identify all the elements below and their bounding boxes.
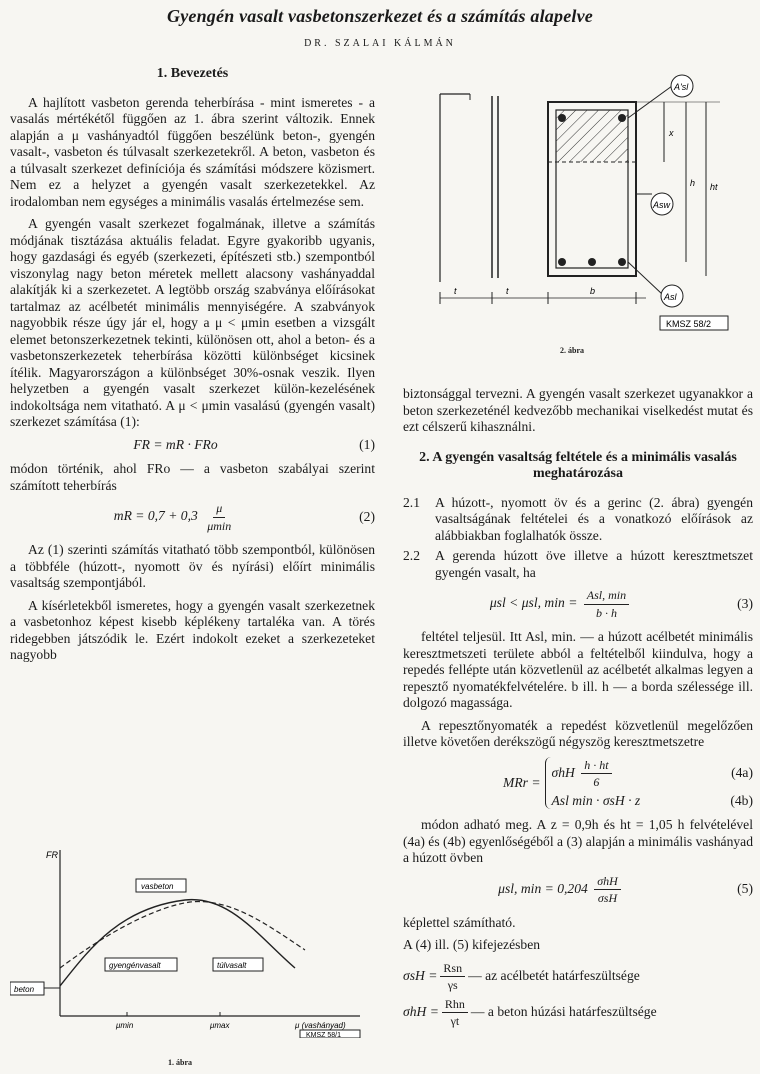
definition-1 <box>403 960 753 994</box>
denominator: 6 <box>593 775 600 789</box>
figure-1-stamp: KMSZ 58/1 <box>306 1032 342 1038</box>
equation-number: (5) <box>737 881 753 897</box>
item-text: A gerenda húzott öve illetve a húzott keresztmetszet gyengén vasalt, ha <box>435 548 753 580</box>
dim-x: x <box>669 128 674 138</box>
tick-label-mu-max: μmax <box>210 1021 230 1030</box>
section-2-heading: 2. A gyengén vasaltság feltétele és a minimális vasalás meghatározása <box>419 449 737 481</box>
equation-body <box>403 873 719 907</box>
tick-label-mu-min: μmin <box>116 1021 134 1030</box>
label-asl-tension: Asl <box>664 292 677 302</box>
figure-2-diagram <box>410 72 755 340</box>
equation-3 <box>403 587 753 621</box>
fraction <box>204 500 234 534</box>
paragraph: A hajlított vasbeton gerenda teherbírása - mint ismeretes - a vasalás mértékétől függően az 1. ábra szerint változik. Ennek alapján a μ vashányadtól függően beszélünk beton-, gyengén vasalt-, vasbeton és túlvasalt szerkezetekről. A beton, vasbeton és a túlvasalt szerkezet definíciója és számítási módszere közismert. Nem ez a helyzet a gyengén vasalt szerkezetekkel. Az irodalomban nem egységes a minimális vasalás értelmezése sem. <box>10 94 375 209</box>
equation-5 <box>403 873 753 907</box>
equation-number: (3) <box>737 595 753 611</box>
item-number: 2.1 <box>403 494 420 510</box>
left-column <box>10 66 375 670</box>
axis-x-label: μ (vashányad) <box>295 1021 346 1030</box>
equation-number: (4a) <box>731 765 753 781</box>
equation-cases <box>545 757 754 810</box>
paragraph: A gyengén vasalt szerkezet fogalmának, illetve a számítás módjának tisztázása aktuális feladat. Egyre gyakoribb ugyanis, hogy gazdasági és egyéb (szerkezeti, építészeti stb.) szempontból viszonylag nagy beton méretek mellett alacsony vashányaddal alakítják ki a szerkezetet. A legtöbb ország szabványa előírásokat tartalmaz az acélbetét minimális mennyiségére. A szabványok nagyobbik része úgy jár el, hogy a μ < μmin esetben a vizsgált elemet betonszerkezetnek tekinti, különösen ott, ahol a beton- és a vasbetonszerkezetek teherbírása közötti különbséget kicsinek ítélik. Magyarországon a különbséget 30%-osnak veszik. Ilyen helyzetben a gyengén vasalt szerkezet külön-kezelésének indokoltsága nem vitatható. A μ < μmin vasalású (gyengén vasalt) szerkezet számítása (1): <box>10 216 375 429</box>
denominator: γs <box>447 978 458 992</box>
equation-body <box>403 587 719 621</box>
denominator: γt <box>450 1014 460 1028</box>
fraction <box>442 996 468 1030</box>
figure-1-caption: 1. ábra <box>168 1058 192 1067</box>
list-item <box>403 548 753 581</box>
denominator: b · h <box>595 605 617 620</box>
figure-2-caption: 2. ábra <box>560 346 584 355</box>
definition-2 <box>403 996 753 1030</box>
equation-lhs: MRr = <box>503 774 541 790</box>
equation-number: (1) <box>359 436 375 452</box>
numerator: Rhn <box>442 996 468 1014</box>
equation-body: FR = mR · FRo <box>133 436 218 452</box>
paragraph: A repesztőnyomaték a repedést közvetlenül megelőzően illetve követően derékszögű négyszög keresztmetszetre <box>403 717 753 749</box>
item-text: A húzott-, nyomott öv és a gerinc (2. ábra) gyengén vasaltságának feltételei és a vonatkozó előírások az alábbiakban foglalhatók össze. <box>435 494 753 543</box>
article-author: DR. SZALAI KÁLMÁN <box>304 38 456 49</box>
fraction <box>440 960 465 994</box>
item-number: 2.2 <box>403 548 420 563</box>
label-asw-stirrup: Asw <box>653 200 671 210</box>
figure-2-stamp: KMSZ 58/2 <box>666 319 712 329</box>
paragraph: módon történik, ahol FRo — a vasbeton szabályai szerint számított teherbírás <box>10 461 375 493</box>
fraction <box>594 873 621 907</box>
label-beton: beton <box>14 985 35 994</box>
definition-lhs: σhH = <box>403 1004 439 1020</box>
dim-ht: ht <box>710 182 718 192</box>
fraction <box>584 587 629 621</box>
equation-lhs: mR = 0,7 + 0,3 <box>113 508 198 524</box>
paragraph: A (4) ill. (5) kifejezésben <box>403 937 541 952</box>
equation-4 <box>403 757 753 810</box>
numerator: h · ht <box>581 757 611 775</box>
numerator: σhH <box>594 873 621 891</box>
list-item <box>403 495 753 545</box>
article-title: Gyengén vasalt vasbetonszerkezet és a számítás alapelve <box>167 6 593 26</box>
label-gyengen-vasalt: gyengénvasalt <box>109 961 161 970</box>
paragraph: Az (1) szerinti számítás vitatható több szempontból, különösen a többféle (húzott-, nyomott öv és nyírási) előírt minimális vasaltság szempontjából. <box>10 542 375 590</box>
eq4b-body: Asl min · σsH · z <box>551 792 641 808</box>
paragraph: biztonsággal tervezni. A gyengén vasalt szerkezet ugyanakkor a beton szerkezeténél kedvezőbb mechanikai viselkedést mutat és ezt célszerű kihasználni. <box>403 386 753 434</box>
section-1-heading: 1. Bevezetés <box>156 66 229 81</box>
denominator: σsH <box>597 891 618 905</box>
dim-t-right: t <box>506 286 509 296</box>
equation-lhs: μsl, min = 0,204 <box>498 880 588 896</box>
axis-y-label: FR <box>46 850 58 860</box>
numerator: μ <box>213 500 225 518</box>
eq4a-prefix: σhH <box>551 764 575 780</box>
numerator: Rsn <box>440 960 465 978</box>
equation-lhs: μsl < μsl, min = <box>489 595 578 611</box>
figure-1-diagram <box>10 838 375 1038</box>
paragraph: feltétel teljesül. Itt Asl, min. — a húzott acélbetét minimális keresztmetszeti területe abból a feltételből kiindulva, hogy a repedés fellépte után közvetlenül az acélbetét alkalmas legyen a repesztő nyomatékfelvételére. b ill. h — a borda szélessége ill. dolgozó magassága. <box>403 629 753 710</box>
numerator: Asl, min <box>584 587 629 605</box>
label-vasbeton: vasbeton <box>141 882 174 891</box>
equation-body <box>10 500 341 534</box>
label-tulvasalt: túlvasalt <box>217 961 247 970</box>
dim-h: h <box>690 178 696 188</box>
definition-text: — a beton húzási határfeszültsége <box>470 1004 657 1020</box>
definition-lhs: σsH = <box>403 968 438 984</box>
definition-text: — az acélbetét határfeszültsége <box>468 968 640 984</box>
equation-number: (2) <box>359 508 375 524</box>
paragraph: képlettel számítható. <box>403 914 516 930</box>
denominator: μmin <box>207 518 232 533</box>
paragraph: A kísérletekből ismeretes, hogy a gyengén vasalt szerkezetnek a vasbetonhoz képest kisebb képlékeny tartaléka van. A törés ridegebben játszódik le. Ezért indokolt ezeket a szerkezeteket nagyobb <box>10 597 375 662</box>
dim-t-left: t <box>454 286 457 296</box>
dim-b: b <box>590 286 596 296</box>
right-column <box>403 386 753 1030</box>
equation-2 <box>10 500 375 534</box>
label-asl-compression: A'sl <box>674 82 689 92</box>
equation-number: (4b) <box>730 792 753 808</box>
paragraph: módon adható meg. A z = 0,9h és ht = 1,05 h felvételével (4a) és (4b) egyenlőségéből a (3) alapján a minimális vashányad a húzott övben <box>403 817 753 865</box>
equation-1 <box>10 437 375 454</box>
fraction <box>581 757 611 791</box>
